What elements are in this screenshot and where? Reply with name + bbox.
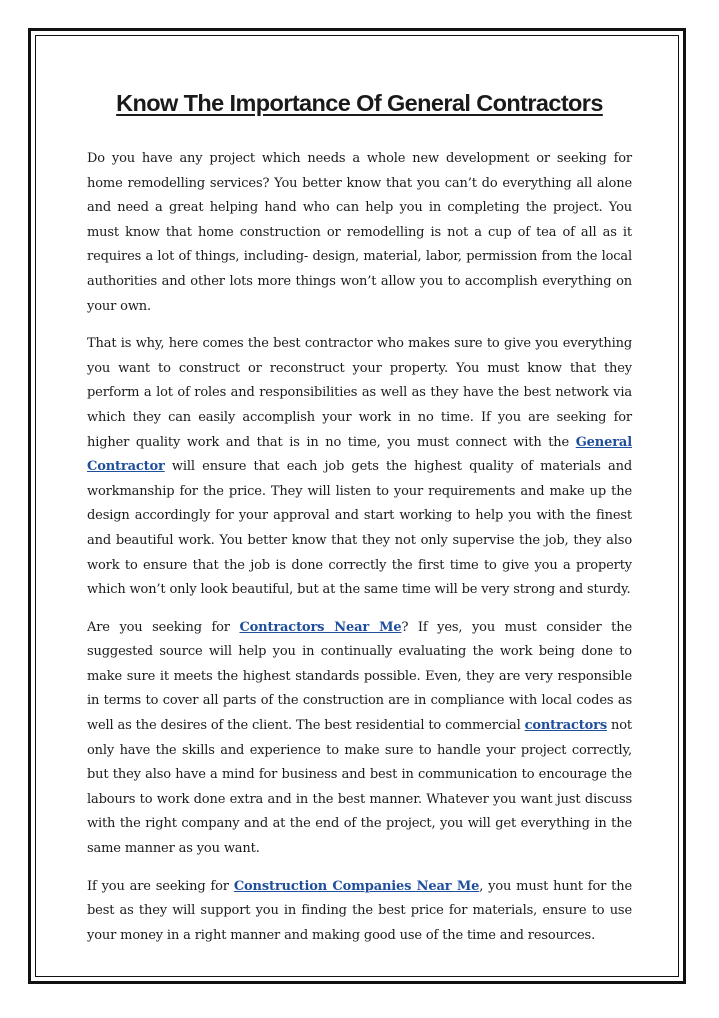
contractors-link[interactable]: contractors [524, 718, 608, 734]
paragraph-intro-text: Do you have any project which needs a whole new development or seeking for home remodelling services? You better know that you can’t do everything all alone and need a great helping hand who can help you in completing the project. You must know that home construction or remodelling is not a cup of tea of all as it requires a lot of things, including- design, material, labor, permission from the local authorities and other lots more things won’t allow you to accomplish everything on your own. [87, 151, 632, 314]
paragraph-text: ? If yes, you must consider the suggested source will help you in continually evaluating the work being done to make sure it meets the highest standards possible. Even, they are very responsible in terms to cover all parts of the construction are in compliance with local codes as well as the desires of the client. The best residential to commercial [87, 619, 632, 734]
paragraph-text: not only have the skills and experience to make sure to handle your project correctly, but they also have a mind for business and best in communication to encourage the labours to work done extra and in the best manner. Whatever you want just discuss with the right company and at the end of the project, you will get everything in the same manner as you want. [87, 718, 632, 857]
document-body [87, 86, 632, 961]
general-contractor-link[interactable]: General Contractor [87, 434, 632, 475]
construction-companies-near-me-link[interactable]: Construction Companies Near Me [233, 878, 480, 894]
paragraph-text: If you are seeking for [87, 878, 234, 894]
paragraph-text: That is why, here comes the best contractor who makes sure to give you everything you want to construct or reconstruct your property. You must know that they perform a lot of roles and responsibilities as well as they have the best network via which they can easily accomplish your work in no time. If you are seeking for higher quality work and that is in no time, you must connect with the [87, 336, 632, 450]
paragraph-text: Are you seeking for [87, 619, 240, 635]
paragraph-construction-companies [87, 875, 632, 949]
paragraph-text: , you must hunt for the best as they will support you in finding the best price for materials, ensure to use your money in a right manner and making good use of the time and resources. [87, 878, 632, 943]
paragraph-general-contractor [87, 332, 632, 603]
contractors-near-me-link[interactable]: Contractors Near Me [239, 619, 402, 635]
paragraph-contractors-near-me [87, 616, 632, 862]
paragraph-text: will ensure that each job gets the highest quality of materials and workmanship for the price. They will listen to your requirements and make up the design accordingly for your approval and start working to help you with the finest and beautiful work. You better know that they not only supervise the job, they also work to ensure that the job is done correctly the first time to give you a property which won’t only look beautiful, but at the same time will be very strong and sturdy. [87, 459, 632, 598]
page-title: Know The Importance Of General Contractors [116, 90, 603, 116]
paragraph-intro [87, 147, 632, 319]
